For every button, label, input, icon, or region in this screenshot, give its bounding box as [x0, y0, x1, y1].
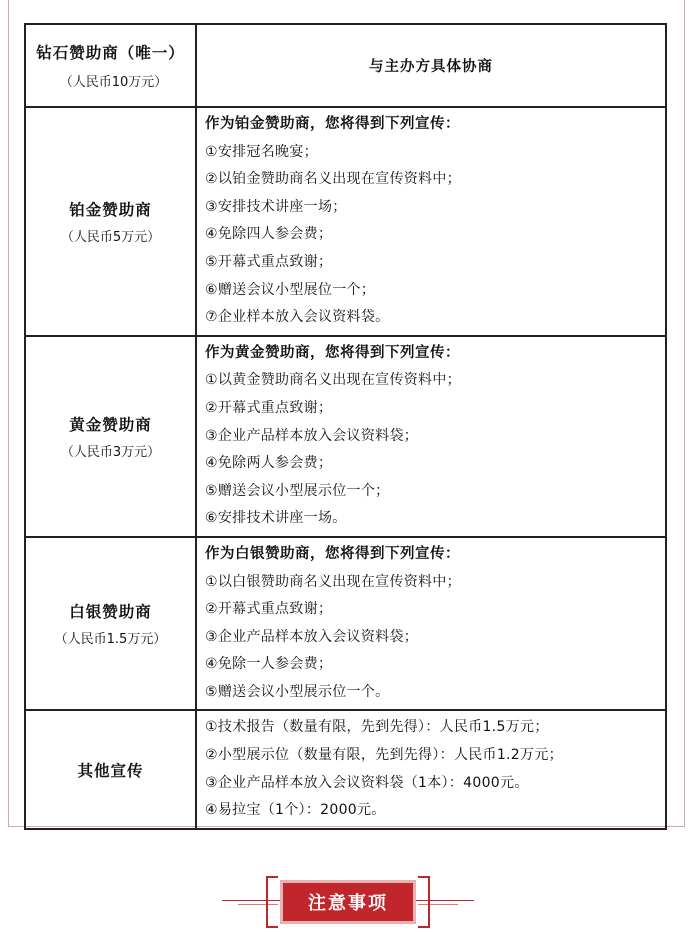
platinum-sponsor-price: （人民币5万元）: [60, 229, 161, 245]
other-content-cell: [196, 710, 666, 828]
platinum-label-cell: [25, 107, 196, 336]
platinum-sponsor-name: 铂金赞助商: [69, 200, 152, 219]
list-item: ①以黄金赞助商名义出现在宣传资料中；: [205, 372, 461, 389]
list-item: ④免除一人参会费；: [205, 656, 333, 673]
notice-section: [0, 870, 696, 932]
list-item: ②小型展示位（数量有限，先到先得）：人民币1.2万元；: [205, 747, 563, 764]
other-promo-name: 其他宣传: [77, 761, 144, 780]
list-item: ⑤赠送会议小型展示位一个；: [205, 482, 390, 499]
other-label-cell: [25, 710, 196, 828]
list-item: ③企业产品样本放入会议资料袋；: [205, 628, 419, 645]
list-item: ④免除两人参会费；: [205, 455, 333, 472]
silver-heading: 作为白银赞助商，您将得到下列宣传：: [205, 545, 460, 562]
list-item: ⑤开幕式重点致谢；: [205, 253, 333, 270]
list-item: ①技术报告（数量有限，先到先得）：人民币1.5万元；: [205, 719, 549, 736]
list-item: ⑦企业样本放入会议资料袋。: [205, 309, 390, 326]
list-item: ③企业产品样本放入会议资料袋（1本）：4000元。: [205, 774, 529, 791]
sponsorship-table: [24, 23, 667, 830]
table-row-diamond: [25, 24, 666, 107]
gold-sponsor-price: （人民币3万元）: [60, 444, 161, 460]
list-item: ①以白银赞助商名义出现在宣传资料中；: [205, 573, 461, 590]
list-item: ②开幕式重点致谢；: [205, 601, 333, 618]
list-item: ①安排冠名晚宴；: [205, 143, 318, 160]
list-item: ④免除四人参会费；: [205, 226, 333, 243]
list-item: ③安排技术讲座一场；: [205, 198, 347, 215]
bracket-right-icon: [418, 876, 430, 928]
list-item: ⑥安排技术讲座一场。: [205, 510, 347, 527]
list-item: ③企业产品样本放入会议资料袋；: [205, 427, 419, 444]
diamond-content-text: 与主办方具体协商: [369, 59, 493, 75]
gold-sponsor-name: 黄金赞助商: [69, 415, 152, 434]
bracket-left-icon: [266, 876, 278, 928]
notice-title: 注意事项: [280, 880, 416, 924]
silver-sponsor-name: 白银赞助商: [69, 603, 152, 622]
list-item: ②以铂金赞助商名义出现在宣传资料中；: [205, 171, 461, 188]
table-row-other: [25, 710, 666, 828]
diamond-sponsor-name: 钻石赞助商（唯一）: [36, 44, 185, 62]
list-item: ⑥赠送会议小型展位一个；: [205, 281, 376, 298]
gold-label-cell: [25, 336, 196, 537]
silver-content-cell: [196, 537, 666, 711]
list-item: ④易拉宝（1个）：2000元。: [205, 802, 386, 819]
table-row-gold: [25, 336, 666, 537]
silver-label-cell: [25, 537, 196, 711]
gold-content-cell: [196, 336, 666, 537]
table-row-platinum: [25, 107, 666, 336]
list-item: ②开幕式重点致谢；: [205, 399, 333, 416]
silver-sponsor-price: （人民币1.5万元）: [54, 632, 167, 648]
gold-heading: 作为黄金赞助商，您将得到下列宣传：: [205, 344, 460, 361]
diamond-content-cell: [196, 24, 666, 107]
diamond-sponsor-price: （人民币10万元）: [59, 75, 168, 90]
platinum-heading: 作为铂金赞助商，您将得到下列宣传：: [205, 116, 460, 132]
list-item: ⑤赠送会议小型展示位一个。: [205, 683, 390, 700]
diamond-label-cell: [25, 24, 196, 107]
platinum-content-cell: [196, 107, 666, 336]
table-row-silver: [25, 537, 666, 711]
